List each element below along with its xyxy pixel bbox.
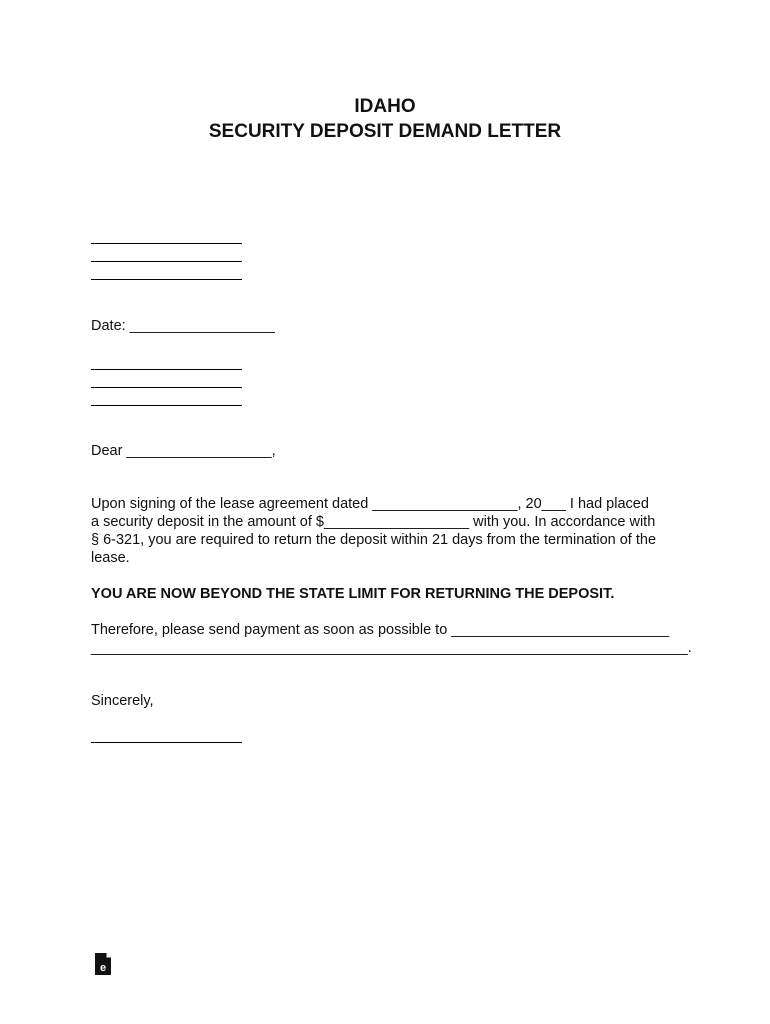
signature-line[interactable] <box>91 742 242 743</box>
salutation[interactable]: Dear __________________, <box>91 443 276 459</box>
sender-address-line-2[interactable] <box>91 261 242 262</box>
payment-instruction-line-1[interactable]: Therefore, please send payment as soon as possible to ___________________________ <box>91 622 670 638</box>
sender-address-line-3[interactable] <box>91 279 242 280</box>
sender-address-line-1[interactable] <box>91 243 242 244</box>
recipient-address-line-1[interactable] <box>91 369 242 370</box>
date-field[interactable]: Date: __________________ <box>91 318 275 334</box>
body-paragraph-line-2: a security deposit in the amount of $__________________ with you. In accordance with <box>91 514 656 530</box>
svg-text:e: e <box>99 962 107 974</box>
body-paragraph-line-1: Upon signing of the lease agreement dated __________________, 20___ I had placed <box>91 496 649 512</box>
body-paragraph-line-3: § 6-321, you are required to return the deposit within 21 days from the termination of the <box>91 532 657 548</box>
limit-notice: YOU ARE NOW BEYOND THE STATE LIMIT FOR RETURNING THE DEPOSIT. <box>91 586 615 602</box>
document-logo-icon <box>93 952 113 976</box>
closing: Sincerely, <box>91 693 154 709</box>
document-title: SECURITY DEPOSIT DEMAND LETTER <box>208 121 562 142</box>
document-title-state: IDAHO <box>354 96 416 117</box>
recipient-address-line-3[interactable] <box>91 405 242 406</box>
payment-instruction-line-2[interactable]: __________________________________________________________________________. <box>91 640 692 656</box>
recipient-address-line-2[interactable] <box>91 387 242 388</box>
body-paragraph-line-4: lease. <box>91 550 130 566</box>
